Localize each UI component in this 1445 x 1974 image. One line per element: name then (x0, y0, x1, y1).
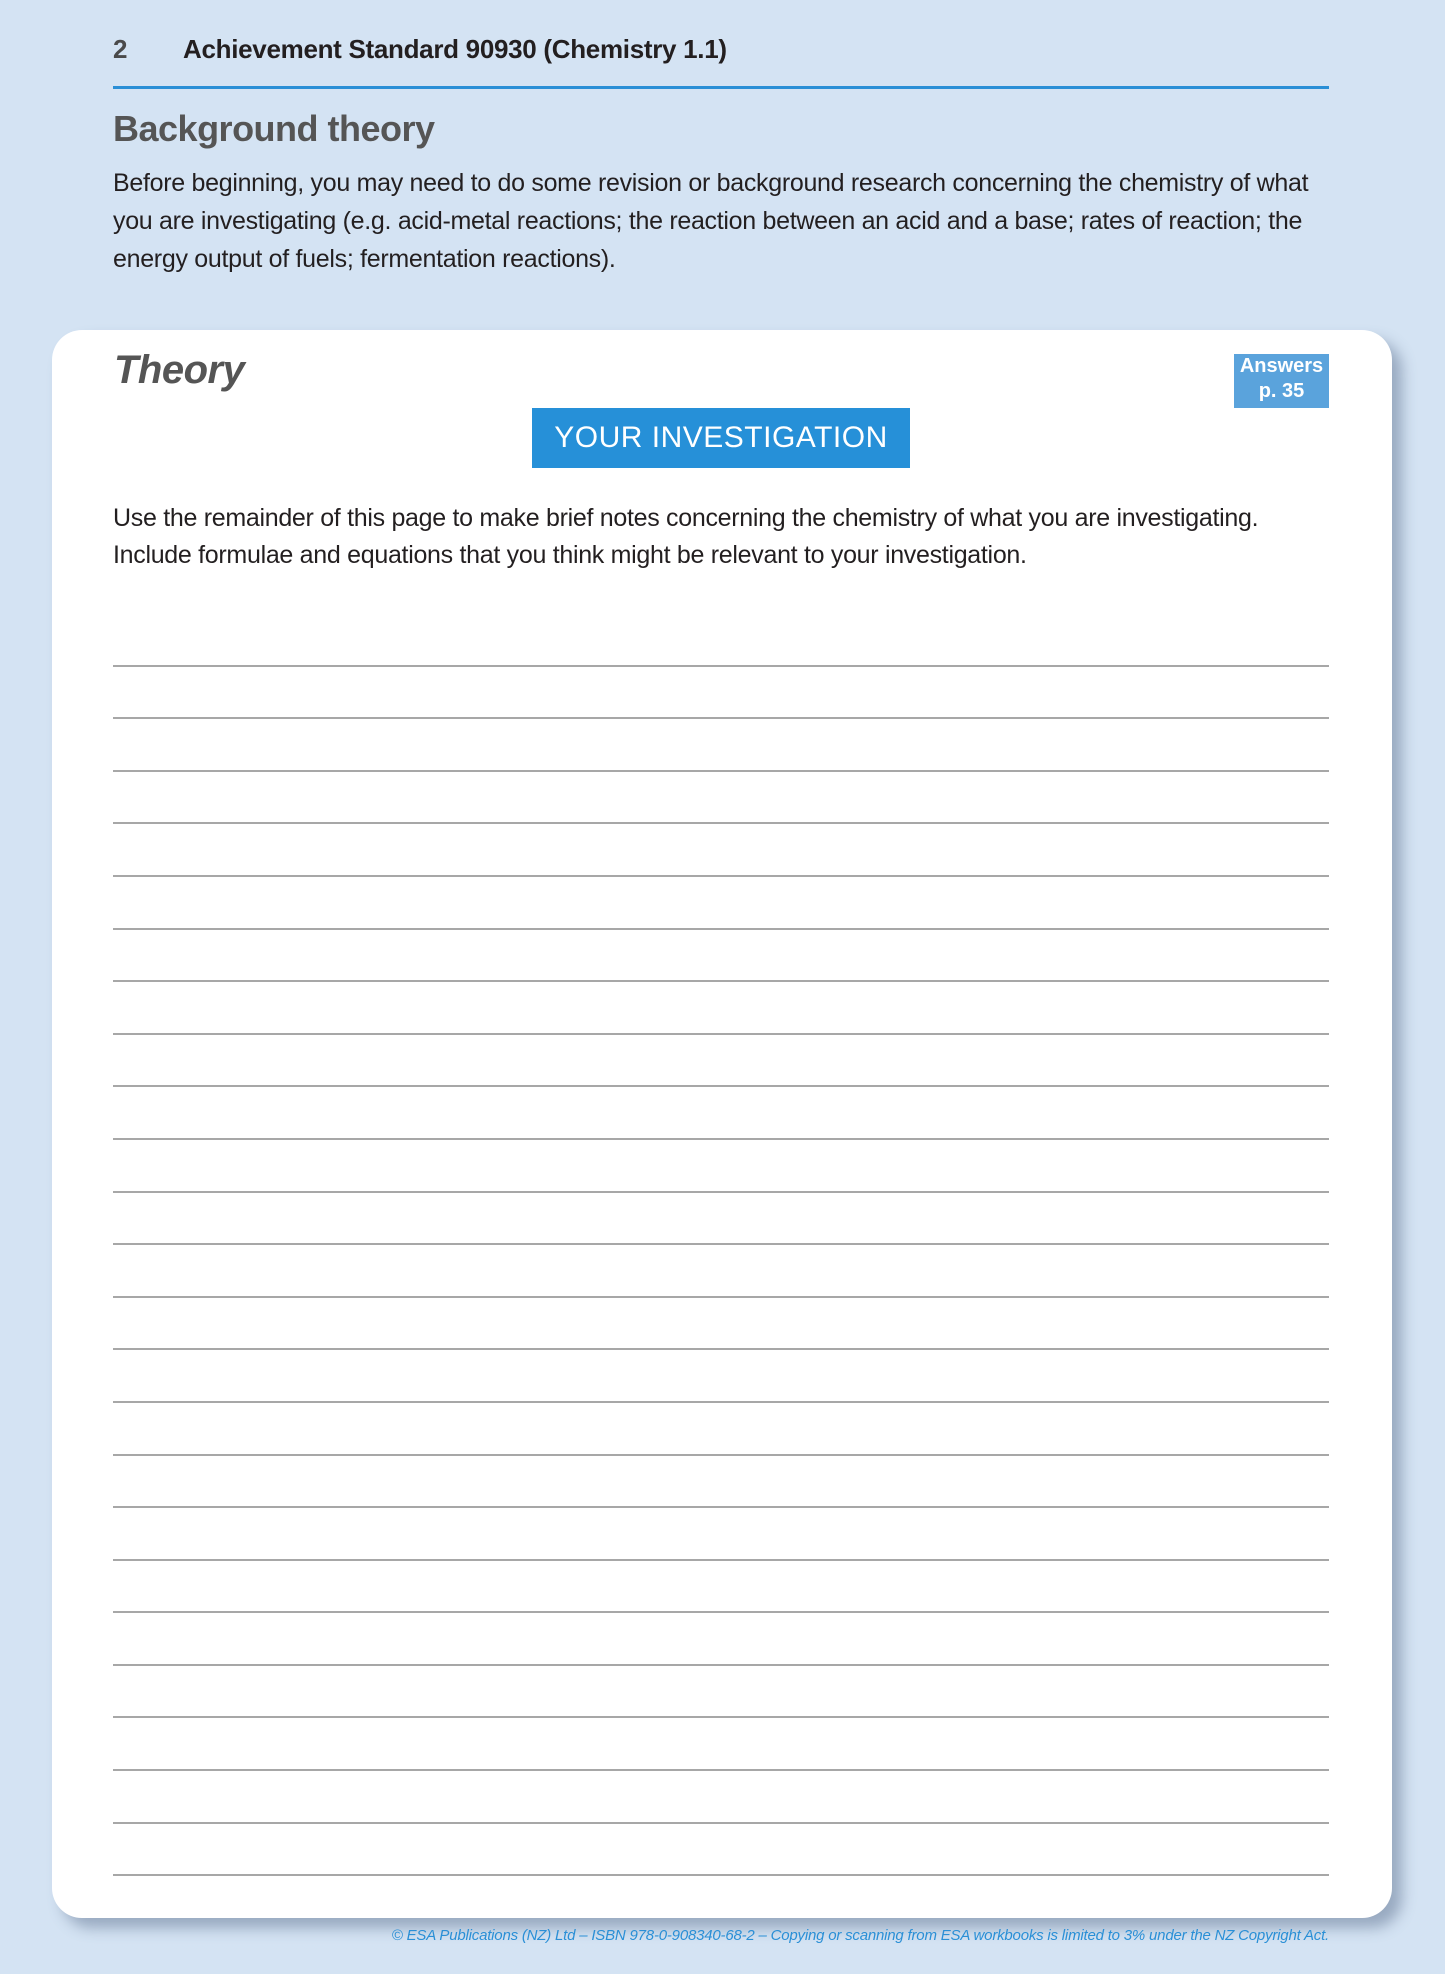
writing-line[interactable] (113, 1140, 1329, 1193)
answers-badge-label: Answers (1239, 355, 1324, 377)
writing-line[interactable] (113, 1613, 1329, 1666)
writing-line[interactable] (113, 772, 1329, 825)
writing-line[interactable] (113, 1666, 1329, 1719)
writing-line[interactable] (113, 1245, 1329, 1298)
writing-line[interactable] (113, 1403, 1329, 1456)
writing-line[interactable] (113, 1035, 1329, 1088)
writing-line[interactable] (113, 1771, 1329, 1824)
writing-line[interactable] (113, 930, 1329, 983)
instructions-text (113, 500, 1353, 574)
background-theory-heading: Background theory (113, 108, 435, 149)
writing-line[interactable] (113, 614, 1329, 667)
your-investigation-banner: YOUR INVESTIGATION (532, 408, 910, 468)
writing-line[interactable] (113, 1298, 1329, 1351)
background-theory-text: Before beginning, you may need to do some revision or background research concerning the chemistry of what you are investigating (e.g. acid-metal reactions; the reaction between an acid and a base; rates of reaction; the energy output of fuels; fermentation reactions). (113, 169, 1309, 273)
instructions-line-2: Include formulae and equations that you think might be relevant to your investigation. (113, 541, 1027, 569)
writing-line[interactable] (113, 1824, 1329, 1877)
writing-line[interactable] (113, 1508, 1329, 1561)
writing-line[interactable] (113, 1718, 1329, 1771)
writing-line[interactable] (113, 1087, 1329, 1140)
instructions-line-1: Use the remainder of this page to make brief notes concerning the chemistry of what you are investigating. (113, 504, 1259, 532)
writing-lines-area[interactable] (113, 614, 1329, 1876)
writing-line[interactable] (113, 982, 1329, 1035)
writing-line[interactable] (113, 1350, 1329, 1403)
page-header (113, 30, 1329, 89)
writing-line[interactable] (113, 1193, 1329, 1246)
writing-line[interactable] (113, 667, 1329, 720)
copyright-footer: © ESA Publications (NZ) Ltd – ISBN 978-0-908340-68-2 – Copying or scanning from ESA workbooks is limited to 3% under the NZ Copyright Act. (391, 1927, 1329, 1944)
standard-title: Achievement Standard 90930 (Chemistry 1.1) (183, 34, 727, 64)
page-number: 2 (113, 34, 128, 64)
writing-line[interactable] (113, 1456, 1329, 1509)
theory-heading: Theory (114, 348, 245, 392)
writing-line[interactable] (113, 824, 1329, 877)
writing-line[interactable] (113, 719, 1329, 772)
writing-line[interactable] (113, 877, 1329, 930)
answers-badge-page: p. 35 (1258, 380, 1305, 402)
answers-badge (1234, 354, 1329, 408)
writing-line[interactable] (113, 1561, 1329, 1614)
theory-card (52, 330, 1392, 1918)
